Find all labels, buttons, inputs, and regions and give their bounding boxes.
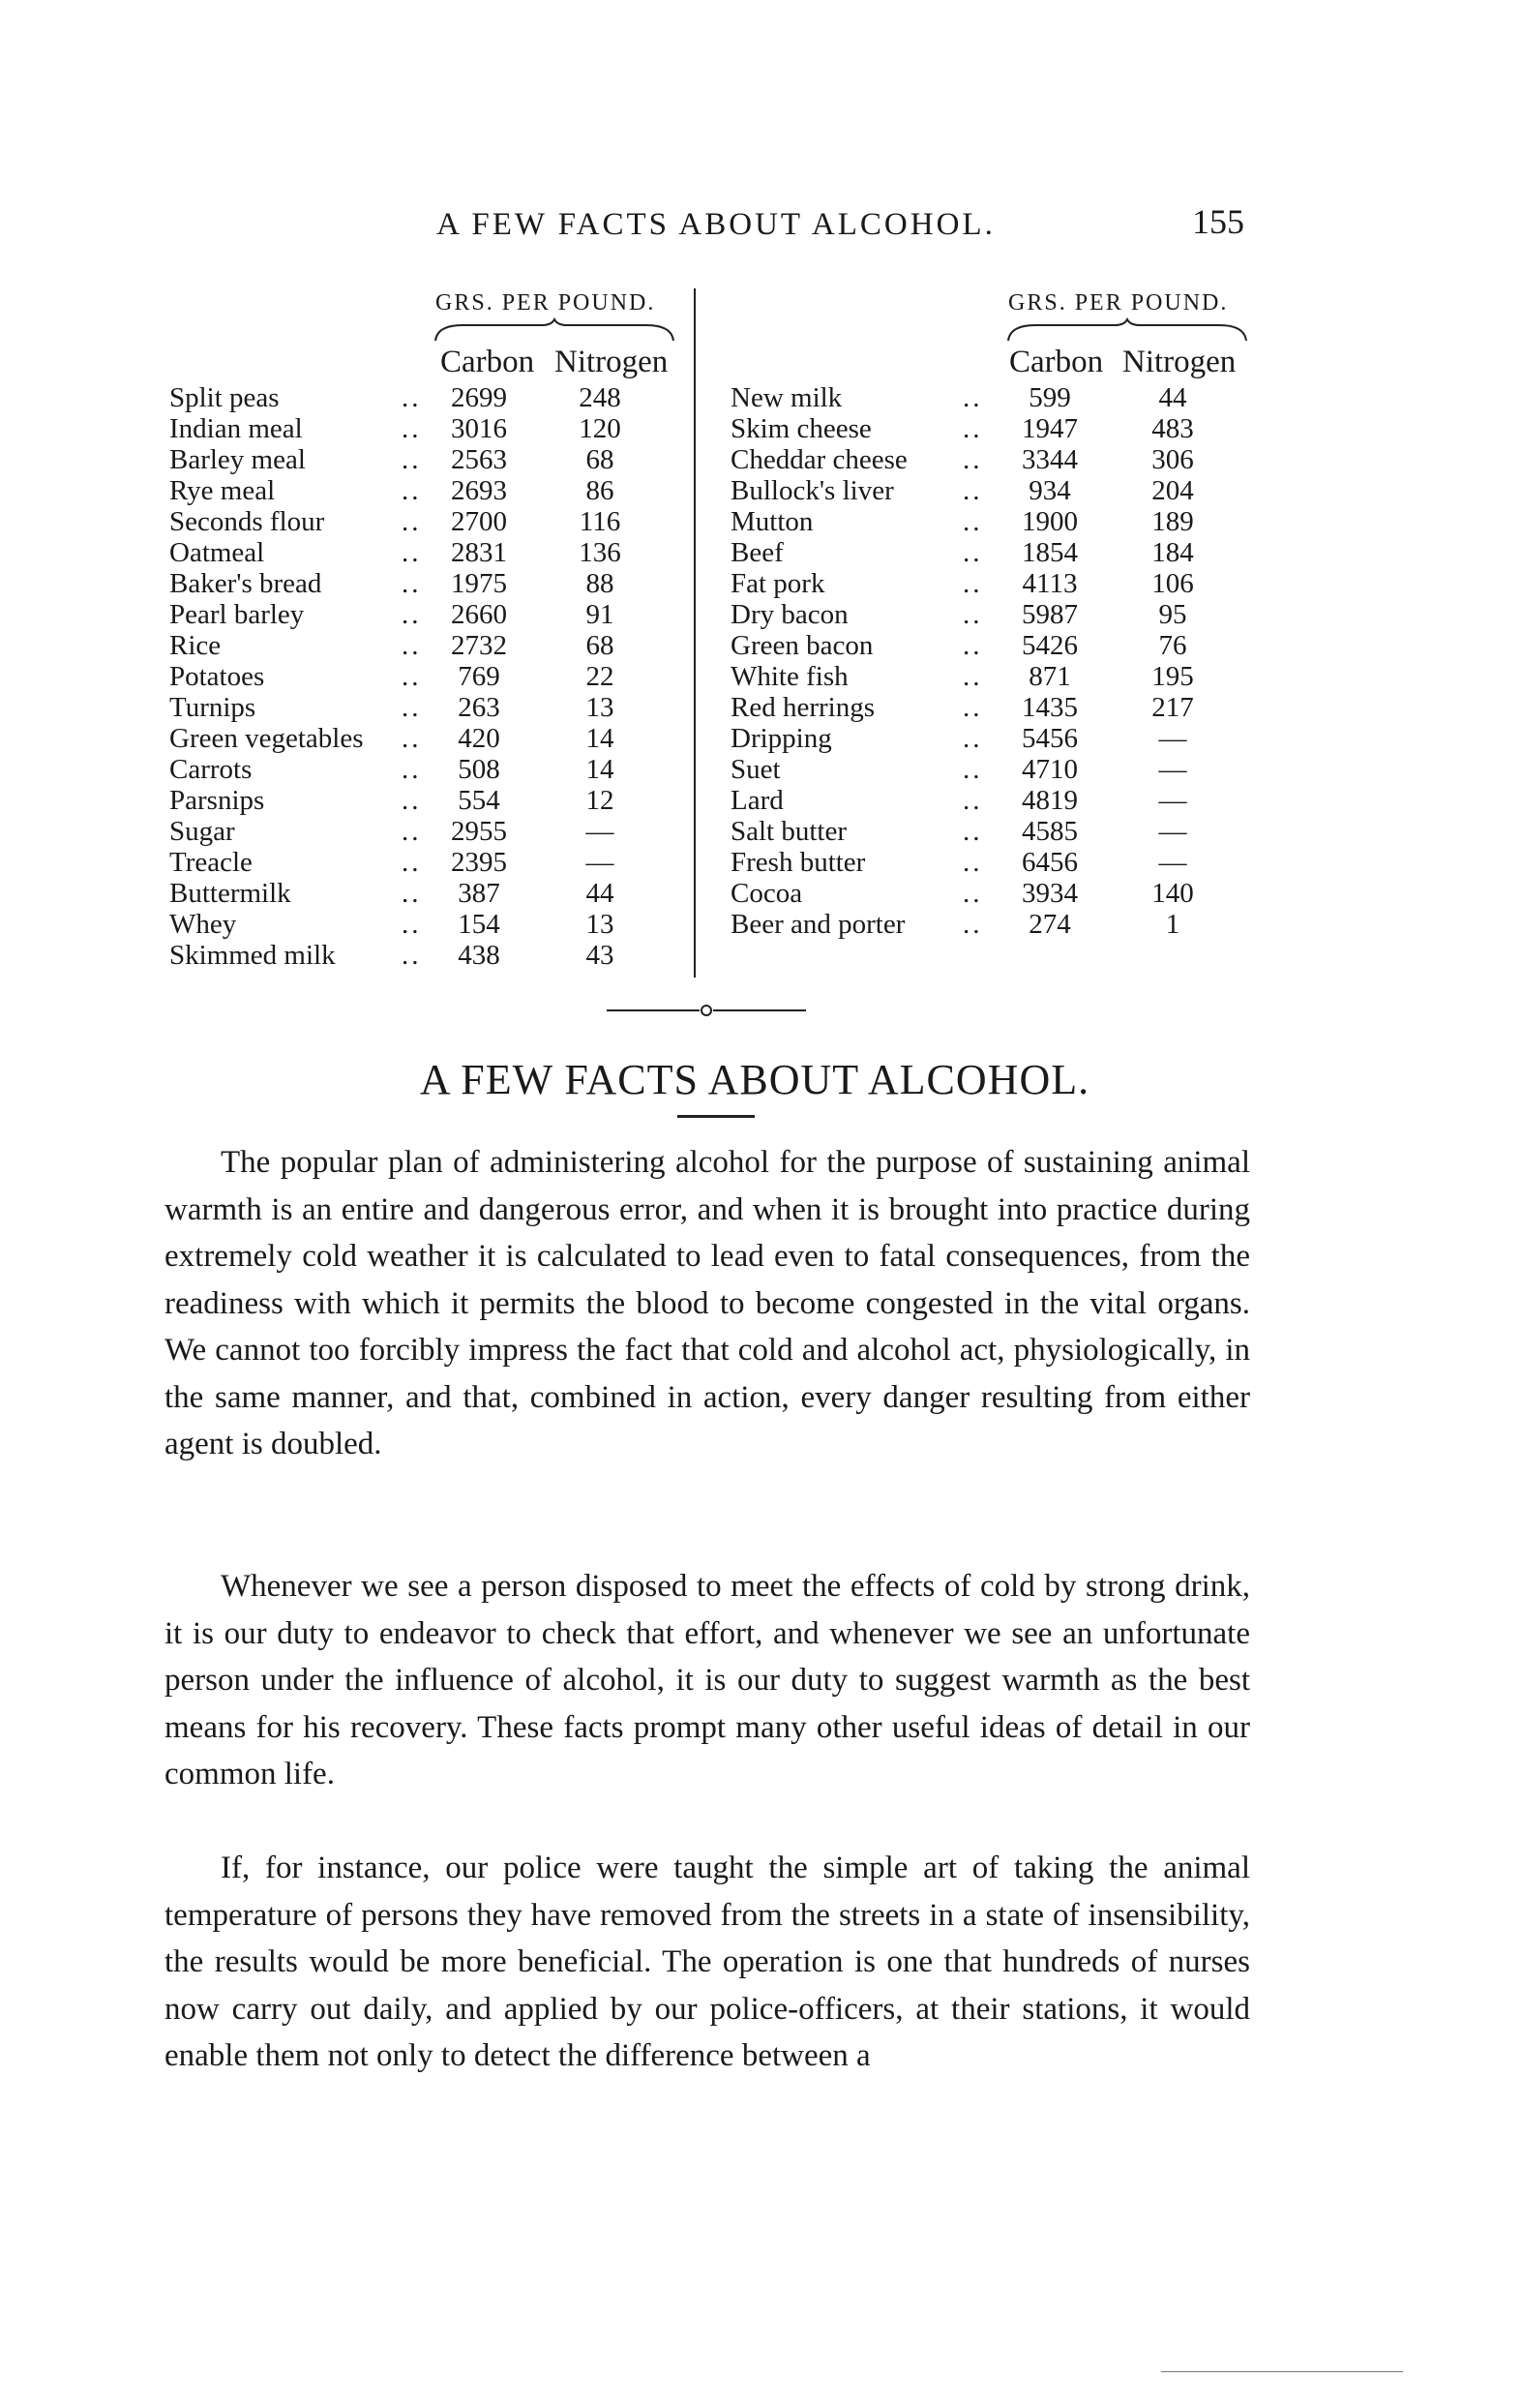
row-label: Pearl barley	[169, 599, 305, 630]
table-row	[731, 816, 1253, 847]
table-row	[731, 599, 1253, 630]
page-number: 155	[1192, 202, 1244, 241]
carbon-value: 4585	[1022, 816, 1078, 847]
table-row	[169, 940, 692, 971]
carbon-value: 2660	[451, 599, 507, 630]
title-rule	[677, 1115, 755, 1118]
table-row	[169, 754, 692, 785]
leader-dots: ..	[402, 506, 422, 537]
nitrogen-value: 204	[1151, 475, 1194, 506]
row-label: White fish	[731, 661, 849, 692]
carbon-value: 2955	[451, 816, 507, 847]
nitrogen-value: 95	[1158, 599, 1187, 630]
row-label: Cheddar cheese	[731, 444, 908, 475]
carbon-value: 1947	[1022, 413, 1078, 444]
nitrogen-value: 116	[579, 506, 621, 537]
brace-right	[1006, 317, 1248, 343]
leader-dots: ..	[963, 475, 983, 506]
carbon-heading-right: Carbon	[1009, 345, 1104, 379]
nitrogen-value: 68	[585, 444, 614, 475]
carbon-value: 554	[458, 785, 500, 816]
row-label: Lard	[731, 785, 784, 816]
table-row	[169, 568, 692, 599]
leader-dots: ..	[963, 909, 983, 940]
leader-dots: ..	[963, 537, 983, 568]
row-label: Skim cheese	[731, 413, 872, 444]
row-label: Buttermilk	[169, 878, 291, 909]
table-row	[731, 382, 1253, 413]
nitrogen-value: 13	[585, 909, 614, 940]
nitrogen-heading-right: Nitrogen	[1122, 345, 1237, 379]
leader-dots: ..	[963, 847, 983, 878]
leader-dots: ..	[402, 692, 422, 723]
leader-dots: ..	[963, 661, 983, 692]
carbon-value: 420	[458, 723, 500, 754]
nitrogen-value: 14	[585, 754, 614, 785]
table-row	[169, 723, 692, 754]
paragraph-3	[164, 1845, 1250, 2080]
carbon-value: 3016	[451, 413, 507, 444]
row-label: Cocoa	[731, 878, 803, 909]
carbon-value: 1900	[1022, 506, 1078, 537]
table-row	[169, 692, 692, 723]
leader-dots: ..	[402, 909, 422, 940]
carbon-value: 769	[458, 661, 500, 692]
leader-dots: ..	[402, 754, 422, 785]
table-row	[731, 537, 1253, 568]
leader-dots: ..	[963, 413, 983, 444]
nitrogen-value: 13	[585, 692, 614, 723]
running-title: A FEW FACTS ABOUT ALCOHOL.	[436, 207, 996, 242]
paragraph-2-text: Whenever we see a person disposed to meet the effects of cold by strong drink, it is our duty to endeavor to check that effort, and whenever we see an unfortunate person under the influence of alcohol, it is our duty to suggest warmth as the best means for his recovery. These facts prompt many other useful ideas of detail in our common life.	[164, 1569, 1250, 1791]
carbon-value: 871	[1029, 661, 1071, 692]
row-label: Sugar	[169, 816, 235, 847]
leader-dots: ..	[402, 878, 422, 909]
table-row	[169, 661, 692, 692]
row-label: Potatoes	[169, 661, 265, 692]
row-label: Bullock's liver	[731, 475, 894, 506]
carbon-value: 4113	[1022, 568, 1078, 599]
leader-dots: ..	[963, 878, 983, 909]
carbon-value: 6456	[1022, 847, 1078, 878]
carbon-value: 1975	[451, 568, 507, 599]
carbon-value: 1435	[1022, 692, 1078, 723]
carbon-value: 1854	[1022, 537, 1078, 568]
table-divider	[694, 288, 696, 978]
row-label: Turnips	[169, 692, 256, 723]
carbon-value: 599	[1029, 382, 1071, 413]
table-row	[731, 444, 1253, 475]
nitrogen-value: 22	[585, 661, 614, 692]
leader-dots: ..	[963, 444, 983, 475]
nitrogen-value: 217	[1151, 692, 1194, 723]
nitrogen-value: 88	[585, 568, 614, 599]
nitrogen-value: 140	[1151, 878, 1194, 909]
table-row	[731, 413, 1253, 444]
table-row	[731, 785, 1253, 816]
row-label: Oatmeal	[169, 537, 265, 568]
row-label: Beef	[731, 537, 784, 568]
row-label: Carrots	[169, 754, 253, 785]
carbon-value: 934	[1029, 475, 1071, 506]
table-row	[169, 785, 692, 816]
leader-dots: ..	[402, 661, 422, 692]
leader-dots: ..	[402, 723, 422, 754]
leader-dots: ..	[402, 940, 422, 971]
table-row	[169, 847, 692, 878]
paragraph-2	[164, 1563, 1250, 1798]
row-label: Whey	[169, 909, 237, 940]
unit-label-left: GRS. PER POUND.	[435, 290, 656, 316]
row-label: Skimmed milk	[169, 940, 336, 971]
table-row	[169, 413, 692, 444]
carbon-value: 2732	[451, 630, 507, 661]
table-row	[731, 723, 1253, 754]
carbon-value: 4819	[1022, 785, 1078, 816]
table-row	[169, 599, 692, 630]
nitrogen-value: —	[1158, 754, 1187, 785]
table-row	[731, 630, 1253, 661]
leader-dots: ..	[402, 630, 422, 661]
nitrogen-value: 1	[1165, 909, 1180, 940]
leader-dots: ..	[402, 413, 422, 444]
table-row	[731, 692, 1253, 723]
leader-dots: ..	[402, 475, 422, 506]
paragraph-1-text: The popular plan of administering alcohol for the purpose of sustaining animal warmth is an entire and dangerous error, and when it is brought into practice during extremely cold weather it is calculated to lead even to fatal consequences, from the readiness with which it permits the blood to become congested in the vital organs. We cannot too forcibly impress the fact that cold and alcohol act, physiologically, in the same manner, and that, combined in action, every danger resulting from either agent is doubled.	[164, 1145, 1250, 1461]
carbon-value: 2395	[451, 847, 507, 878]
carbon-value: 2563	[451, 444, 507, 475]
nitrogen-value: 68	[585, 630, 614, 661]
table-row	[731, 506, 1253, 537]
row-label: Fat pork	[731, 568, 825, 599]
leader-dots: ..	[963, 506, 983, 537]
nitrogen-value: —	[1158, 723, 1187, 754]
table-row	[731, 754, 1253, 785]
leader-dots: ..	[402, 568, 422, 599]
carbon-value: 154	[458, 909, 500, 940]
row-label: New milk	[731, 382, 843, 413]
leader-dots: ..	[963, 382, 983, 413]
nitrogen-value: 189	[1151, 506, 1194, 537]
leader-dots: ..	[963, 568, 983, 599]
carbon-value: 3344	[1022, 444, 1078, 475]
leader-dots: ..	[402, 785, 422, 816]
nitrogen-value: 483	[1151, 413, 1194, 444]
nitrogen-value: 86	[585, 475, 614, 506]
paragraph-1	[164, 1139, 1250, 1468]
table-row	[169, 444, 692, 475]
row-label: Baker's bread	[169, 568, 322, 599]
leader-dots: ..	[402, 599, 422, 630]
nitrogen-value: 44	[1158, 382, 1187, 413]
nitrogen-value: 195	[1151, 661, 1194, 692]
table-row	[169, 382, 692, 413]
table-row	[169, 537, 692, 568]
table-row	[731, 661, 1253, 692]
table-row	[169, 475, 692, 506]
leader-dots: ..	[963, 630, 983, 661]
row-label: Suet	[731, 754, 781, 785]
row-label: Fresh butter	[731, 847, 866, 878]
table-row	[731, 847, 1253, 878]
nitrogen-value: —	[1158, 785, 1187, 816]
row-label: Green bacon	[731, 630, 874, 661]
carbon-value: 2693	[451, 475, 507, 506]
leader-dots: ..	[402, 382, 422, 413]
leader-dots: ..	[963, 599, 983, 630]
table-row	[169, 630, 692, 661]
carbon-value: 263	[458, 692, 500, 723]
carbon-value: 2700	[451, 506, 507, 537]
row-label: Dripping	[731, 723, 832, 754]
row-label: Indian meal	[169, 413, 303, 444]
row-label: Split peas	[169, 382, 280, 413]
leader-dots: ..	[963, 816, 983, 847]
leader-dots: ..	[963, 785, 983, 816]
carbon-value: 2699	[451, 382, 507, 413]
row-label: Treacle	[169, 847, 253, 878]
table-row	[169, 506, 692, 537]
carbon-value: 387	[458, 878, 500, 909]
nitrogen-value: 44	[585, 878, 614, 909]
footer-rule	[1161, 2371, 1403, 2372]
row-label: Dry bacon	[731, 599, 849, 630]
unit-label-right: GRS. PER POUND.	[1008, 290, 1229, 316]
carbon-value: 5987	[1022, 599, 1078, 630]
nitrogen-value: —	[1158, 816, 1187, 847]
row-label: Red herrings	[731, 692, 875, 723]
table-row	[169, 816, 692, 847]
brace-left	[433, 317, 675, 343]
nitrogen-value: —	[585, 847, 614, 878]
nitrogen-heading-left: Nitrogen	[554, 345, 669, 379]
nitrogen-value: 91	[585, 599, 614, 630]
carbon-value: 4710	[1022, 754, 1078, 785]
row-label: Green vegetables	[169, 723, 364, 754]
row-label: Rice	[169, 630, 222, 661]
nitrogen-value: 14	[585, 723, 614, 754]
table-row	[169, 878, 692, 909]
row-label: Beer and porter	[731, 909, 906, 940]
table-row	[731, 909, 1253, 940]
carbon-value: 5426	[1022, 630, 1078, 661]
carbon-value: 438	[458, 940, 500, 971]
leader-dots: ..	[402, 537, 422, 568]
leader-dots: ..	[963, 692, 983, 723]
carbon-value: 274	[1029, 909, 1071, 940]
row-label: Seconds flour	[169, 506, 325, 537]
row-label: Mutton	[731, 506, 814, 537]
nitrogen-value: 306	[1151, 444, 1194, 475]
leader-dots: ..	[402, 816, 422, 847]
nitrogen-value: 136	[579, 537, 621, 568]
table-row	[169, 909, 692, 940]
leader-dots: ..	[963, 754, 983, 785]
nitrogen-value: 248	[579, 382, 621, 413]
row-label: Parsnips	[169, 785, 265, 816]
section-title: A FEW FACTS ABOUT ALCOHOL.	[419, 1056, 1090, 1103]
nitrogen-value: 12	[585, 785, 614, 816]
table-row	[731, 475, 1253, 506]
table-row	[731, 568, 1253, 599]
carbon-value: 508	[458, 754, 500, 785]
carbon-value: 3934	[1022, 878, 1078, 909]
row-label: Barley meal	[169, 444, 306, 475]
nitrogen-value: —	[1158, 847, 1187, 878]
row-label: Rye meal	[169, 475, 276, 506]
nitrogen-value: 76	[1158, 630, 1187, 661]
paragraph-3-text: If, for instance, our police were taught the simple art of taking the animal temperature of persons they have removed from the streets in a state of insensibility, the results would be more beneficial. The operation is one that hundreds of nurses now carry out daily, and applied by our police-officers, at their stations, it would enable them not only to detect the difference between a	[164, 1851, 1250, 2073]
nitrogen-value: 43	[585, 940, 614, 971]
ornament-divider	[605, 1004, 808, 1017]
row-label: Salt butter	[731, 816, 848, 847]
nitrogen-value: 120	[579, 413, 621, 444]
table-row	[731, 878, 1253, 909]
nitrogen-value: 106	[1151, 568, 1194, 599]
nitrogen-value: 184	[1151, 537, 1194, 568]
carbon-value: 2831	[451, 537, 507, 568]
leader-dots: ..	[963, 723, 983, 754]
leader-dots: ..	[402, 847, 422, 878]
carbon-heading-left: Carbon	[440, 345, 535, 379]
leader-dots: ..	[402, 444, 422, 475]
carbon-value: 5456	[1022, 723, 1078, 754]
nitrogen-value: —	[585, 816, 614, 847]
